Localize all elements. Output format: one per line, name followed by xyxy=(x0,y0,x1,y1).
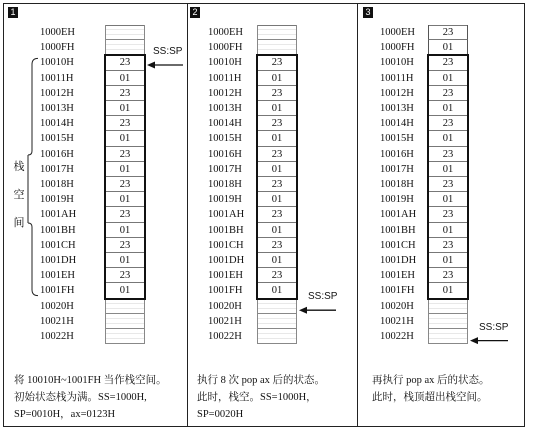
memory-address-label: 1001EH xyxy=(40,270,75,282)
memory-cell: 01 xyxy=(428,162,468,177)
memory-cell: 01 xyxy=(257,192,297,207)
ss-sp-pointer-label: SS:SP xyxy=(479,321,509,333)
memory-cell: 01 xyxy=(257,283,297,298)
memory-cell: 01 xyxy=(428,253,468,268)
memory-address-label: 10015H xyxy=(208,133,242,145)
memory-address-label: 10015H xyxy=(40,133,74,145)
memory-address-label: 10020H xyxy=(208,300,242,312)
memory-address-label: 10022H xyxy=(40,331,74,342)
memory-address-label: 10020H xyxy=(380,300,414,312)
memory-cell: 01 xyxy=(257,223,297,238)
memory-address-label: 10014H xyxy=(380,118,414,130)
memory-address-label: 10014H xyxy=(208,118,242,130)
memory-cell: 23 xyxy=(105,55,145,70)
memory-address-label: 1001BH xyxy=(208,224,244,236)
memory-cell: 23 xyxy=(257,238,297,253)
memory-address-label: 10016H xyxy=(40,148,74,160)
memory-address-label: 1001CH xyxy=(380,239,416,251)
memory-cell: 23 xyxy=(428,116,468,131)
caption-line: SP=0020H xyxy=(197,409,244,420)
memory-address-label: 10013H xyxy=(380,103,414,114)
memory-address-label: 10010H xyxy=(208,57,242,69)
memory-address-label: 10012H xyxy=(208,87,242,99)
memory-address-label: 1001AH xyxy=(208,209,245,221)
memory-address-label: 10016H xyxy=(208,148,242,160)
memory-cell: 01 xyxy=(105,71,145,86)
memory-address-label: 1001EH xyxy=(380,270,415,282)
memory-address-label: 1001BH xyxy=(40,224,76,236)
memory-cell: 01 xyxy=(428,101,468,116)
memory-cell: 23 xyxy=(105,86,145,101)
memory-cell: 01 xyxy=(428,71,468,86)
panel-number-badge: 3 xyxy=(363,7,373,18)
memory-cell: 23 xyxy=(428,268,468,283)
memory-address-label: 1001AH xyxy=(380,209,417,221)
memory-address-label: 10021H xyxy=(40,315,74,327)
memory-cell: 23 xyxy=(257,86,297,101)
memory-cell: 01 xyxy=(257,101,297,116)
memory-address-label: 10018H xyxy=(208,179,242,190)
memory-cell: 01 xyxy=(428,283,468,298)
memory-address-label: 10017H xyxy=(208,163,242,175)
memory-cell: 01 xyxy=(257,162,297,177)
memory-cell: 23 xyxy=(257,147,297,162)
memory-address-label: 1001BH xyxy=(380,224,416,236)
memory-address-label: 10021H xyxy=(380,315,414,327)
memory-cell: 23 xyxy=(428,25,468,40)
memory-cell: 23 xyxy=(105,147,145,162)
memory-address-label: 10011H xyxy=(40,72,74,84)
caption-line: 此时，栈顶超出栈空间。 xyxy=(372,392,488,403)
ss-sp-pointer-label: SS:SP xyxy=(308,291,338,303)
memory-cell: 23 xyxy=(428,86,468,101)
memory-address-label: 10012H xyxy=(40,87,74,99)
memory-address-label: 10011H xyxy=(380,72,414,84)
memory-cell: 01 xyxy=(428,223,468,238)
memory-cell: 01 xyxy=(105,253,145,268)
memory-cell: 23 xyxy=(257,177,297,192)
memory-address-label: 10013H xyxy=(208,103,242,114)
memory-cell: 01 xyxy=(257,71,297,86)
memory-cell: 23 xyxy=(428,147,468,162)
memory-cell: 01 xyxy=(105,223,145,238)
memory-address-label: 10014H xyxy=(40,118,74,130)
memory-cell: 23 xyxy=(105,116,145,131)
memory-cell: 01 xyxy=(428,131,468,146)
memory-cell: 23 xyxy=(257,116,297,131)
memory-address-label: 1000FH xyxy=(380,42,415,54)
memory-address-label: 1000FH xyxy=(40,42,75,54)
memory-cell: 23 xyxy=(428,177,468,192)
memory-cell: 23 xyxy=(105,238,145,253)
memory-address-label: 10016H xyxy=(380,148,414,160)
memory-cell: 01 xyxy=(257,131,297,146)
memory-address-label: 10019H xyxy=(208,194,242,206)
memory-address-label: 10018H xyxy=(40,179,74,190)
memory-address-label: 1001FH xyxy=(380,285,415,297)
panel-number-badge: 2 xyxy=(190,7,200,18)
memory-cell: 01 xyxy=(105,162,145,177)
caption-line: 初始状态栈为满。SS=1000H, xyxy=(14,392,147,403)
memory-cell: 01 xyxy=(105,283,145,298)
memory-cell: 23 xyxy=(428,55,468,70)
memory-address-label: 1001AH xyxy=(40,209,77,221)
memory-address-label: 1001DH xyxy=(380,255,417,266)
memory-address-label: 10012H xyxy=(380,87,414,99)
memory-address-label: 10019H xyxy=(380,194,414,206)
memory-address-label: 10010H xyxy=(380,57,414,69)
memory-cell: 23 xyxy=(257,55,297,70)
memory-address-label: 1001EH xyxy=(208,270,243,282)
memory-cell: 23 xyxy=(105,177,145,192)
memory-cell: 01 xyxy=(105,131,145,146)
memory-cell: 01 xyxy=(105,101,145,116)
memory-cell: 23 xyxy=(105,268,145,283)
ss-sp-pointer-label: SS:SP xyxy=(153,46,183,57)
memory-cell: 23 xyxy=(257,268,297,283)
memory-address-label: 1000EH xyxy=(380,27,415,38)
memory-address-label: 10017H xyxy=(40,163,74,175)
caption-line: 将 10010H~1001FH 当作栈空间。 xyxy=(14,375,167,386)
memory-cell: 23 xyxy=(428,238,468,253)
memory-address-label: 10022H xyxy=(380,331,414,342)
memory-address-label: 10010H xyxy=(40,57,74,69)
memory-address-label: 10021H xyxy=(208,315,242,327)
memory-address-label: 1001CH xyxy=(40,239,76,251)
memory-cell: 23 xyxy=(105,207,145,222)
memory-address-label: 10011H xyxy=(208,72,242,84)
panel-number-badge: 1 xyxy=(8,7,18,18)
memory-address-label: 10015H xyxy=(380,133,414,145)
memory-address-label: 1001DH xyxy=(40,255,77,266)
memory-address-label: 1001FH xyxy=(40,285,75,297)
memory-address-label: 1000EH xyxy=(208,27,243,38)
arrow-head xyxy=(470,337,478,344)
memory-cell: 01 xyxy=(428,40,468,55)
caption-line: 再执行 pop ax 后的状态。 xyxy=(372,375,490,386)
memory-address-label: 1001CH xyxy=(208,239,244,251)
memory-address-label: 1000EH xyxy=(40,27,75,38)
memory-cell: 23 xyxy=(428,207,468,222)
memory-address-label: 10013H xyxy=(40,103,74,114)
caption-line: SP=0010H，ax=0123H xyxy=(14,409,116,420)
memory-cell: 01 xyxy=(105,192,145,207)
memory-address-label: 1000FH xyxy=(208,42,243,54)
memory-address-label: 1001FH xyxy=(208,285,243,297)
memory-cell: 01 xyxy=(428,192,468,207)
memory-address-label: 10018H xyxy=(380,179,414,190)
caption-line: 执行 8 次 pop ax 后的状态。 xyxy=(197,375,326,386)
memory-address-label: 10020H xyxy=(40,300,74,312)
memory-address-label: 1001DH xyxy=(208,255,245,266)
memory-address-label: 10019H xyxy=(40,194,74,206)
caption-line: 此时，栈空。SS=1000H， xyxy=(197,392,317,403)
memory-address-label: 10017H xyxy=(380,163,414,175)
memory-address-label: 10022H xyxy=(208,331,242,342)
stack-space-side-label: 栈 空 间 xyxy=(13,161,25,229)
memory-cell: 01 xyxy=(257,253,297,268)
memory-cell: 23 xyxy=(257,207,297,222)
